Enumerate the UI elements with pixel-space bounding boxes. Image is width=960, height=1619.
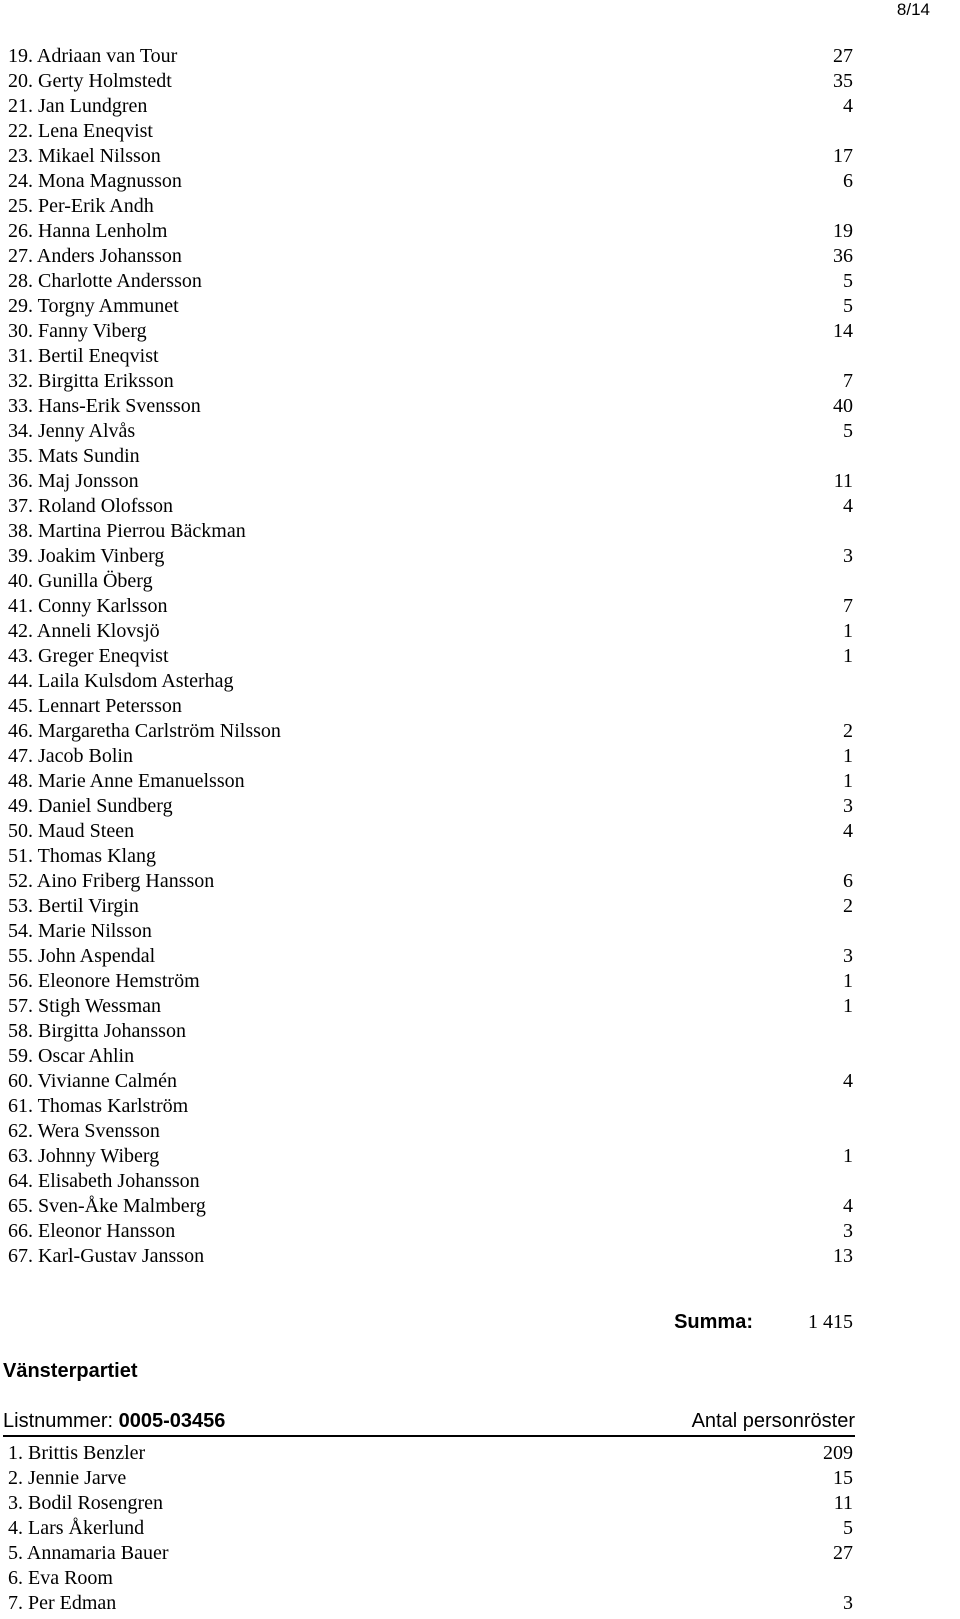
list-number-label xyxy=(3,1407,225,1435)
candidate-name: 41. Conny Karlsson xyxy=(8,595,168,617)
candidate-name: 67. Karl-Gustav Jansson xyxy=(8,1245,205,1267)
candidate-row xyxy=(8,244,853,269)
candidate-name: 51. Thomas Klang xyxy=(8,845,156,867)
candidate-row xyxy=(8,969,853,994)
candidate-name: 59. Oscar Ahlin xyxy=(8,1045,135,1067)
candidate-name: 43. Greger Eneqvist xyxy=(8,645,169,667)
candidate-votes: 36 xyxy=(833,245,853,267)
candidate-row xyxy=(8,569,853,594)
candidate-row xyxy=(8,394,853,419)
candidate-votes: 17 xyxy=(833,145,853,167)
candidate-row xyxy=(8,144,853,169)
candidate-row xyxy=(8,444,853,469)
candidate-row xyxy=(8,1466,853,1491)
candidate-row xyxy=(8,1144,853,1169)
candidate-row xyxy=(8,169,853,194)
candidate-name: 1. Brittis Benzler xyxy=(8,1442,146,1464)
candidate-name: 20. Gerty Holmstedt xyxy=(8,70,172,92)
candidate-name: 6. Eva Room xyxy=(8,1567,113,1589)
candidate-row xyxy=(8,319,853,344)
candidate-row xyxy=(8,644,853,669)
candidate-votes: 1 xyxy=(843,970,853,992)
candidate-name: 58. Birgitta Johansson xyxy=(8,1020,186,1042)
candidate-name: 53. Bertil Virgin xyxy=(8,895,139,917)
candidate-votes: 5 xyxy=(843,1517,853,1539)
candidate-name: 47. Jacob Bolin xyxy=(8,745,133,767)
candidate-name: 50. Maud Steen xyxy=(8,820,135,842)
candidate-votes: 14 xyxy=(833,320,853,342)
candidate-name: 25. Per-Erik Andh xyxy=(8,195,154,217)
summary-label: Summa: xyxy=(674,1311,753,1333)
candidate-list-vansterpartiet xyxy=(8,1441,853,1616)
candidate-row xyxy=(8,194,853,219)
candidate-name: 64. Elisabeth Johansson xyxy=(8,1170,200,1192)
candidate-row xyxy=(8,419,853,444)
candidate-name: 33. Hans-Erik Svensson xyxy=(8,395,201,417)
list-number-caption: Listnummer: xyxy=(3,1410,114,1432)
candidate-row xyxy=(8,919,853,944)
candidate-votes: 7 xyxy=(843,370,853,392)
candidate-row xyxy=(8,1541,853,1566)
candidate-votes: 3 xyxy=(843,945,853,967)
candidate-row xyxy=(8,519,853,544)
candidate-name: 35. Mats Sundin xyxy=(8,445,140,467)
candidate-row xyxy=(8,294,853,319)
candidate-votes: 11 xyxy=(833,470,853,492)
candidate-row xyxy=(8,1244,853,1269)
candidate-name: 49. Daniel Sundberg xyxy=(8,795,173,817)
candidate-votes: 40 xyxy=(833,395,853,417)
candidate-name: 5. Annamaria Bauer xyxy=(8,1542,169,1564)
candidate-votes: 1 xyxy=(843,770,853,792)
candidate-votes: 5 xyxy=(843,270,853,292)
candidate-votes: 6 xyxy=(843,170,853,192)
candidate-row xyxy=(8,1441,853,1466)
candidate-votes: 27 xyxy=(833,45,853,67)
candidate-name: 29. Torgny Ammunet xyxy=(8,295,179,317)
candidate-row xyxy=(8,869,853,894)
candidate-row xyxy=(8,1516,853,1541)
candidate-row xyxy=(8,69,853,94)
candidate-row xyxy=(8,994,853,1019)
candidate-name: 26. Hanna Lenholm xyxy=(8,220,168,242)
candidate-name: 39. Joakim Vinberg xyxy=(8,545,165,567)
candidate-name: 34. Jenny Alvås xyxy=(8,420,136,442)
candidate-votes: 7 xyxy=(843,595,853,617)
candidate-name: 2. Jennie Jarve xyxy=(8,1467,127,1489)
candidate-name: 37. Roland Olofsson xyxy=(8,495,173,517)
candidate-votes: 5 xyxy=(843,420,853,442)
candidate-name: 22. Lena Eneqvist xyxy=(8,120,153,142)
candidate-name: 32. Birgitta Eriksson xyxy=(8,370,174,392)
candidate-row xyxy=(8,219,853,244)
candidate-row xyxy=(8,119,853,144)
candidate-votes: 35 xyxy=(833,70,853,92)
candidate-row xyxy=(8,1194,853,1219)
candidate-row xyxy=(8,619,853,644)
candidate-row xyxy=(8,494,853,519)
candidate-row xyxy=(8,1069,853,1094)
candidate-name: 24. Mona Magnusson xyxy=(8,170,182,192)
summary-total: 1 415 xyxy=(808,1311,853,1333)
candidate-votes: 4 xyxy=(843,820,853,842)
summary-row xyxy=(8,1308,853,1336)
candidate-votes: 19 xyxy=(833,220,853,242)
list-number-value: 0005-03456 xyxy=(118,1410,226,1432)
candidate-name: 30. Fanny Viberg xyxy=(8,320,147,342)
candidate-row xyxy=(8,544,853,569)
candidate-name: 52. Aino Friberg Hansson xyxy=(8,870,215,892)
candidate-votes: 27 xyxy=(833,1542,853,1564)
candidate-votes: 1 xyxy=(843,1145,853,1167)
candidate-name: 31. Bertil Eneqvist xyxy=(8,345,159,367)
candidate-name: 4. Lars Åkerlund xyxy=(8,1517,145,1539)
candidate-votes: 4 xyxy=(843,1070,853,1092)
candidate-name: 19. Adriaan van Tour xyxy=(8,45,178,67)
candidate-name: 62. Wera Svensson xyxy=(8,1120,160,1142)
candidate-row xyxy=(8,1169,853,1194)
candidate-name: 61. Thomas Karlström xyxy=(8,1095,189,1117)
candidate-row xyxy=(8,469,853,494)
candidate-name: 3. Bodil Rosengren xyxy=(8,1492,163,1514)
candidate-name: 23. Mikael Nilsson xyxy=(8,145,161,167)
candidate-name: 46. Margaretha Carlström Nilsson xyxy=(8,720,281,742)
candidate-row xyxy=(8,1019,853,1044)
candidate-votes: 4 xyxy=(843,95,853,117)
candidate-votes: 15 xyxy=(833,1467,853,1489)
candidate-row xyxy=(8,369,853,394)
candidate-row xyxy=(8,1119,853,1144)
candidate-votes: 4 xyxy=(843,1195,853,1217)
candidate-row xyxy=(8,44,853,69)
candidate-name: 44. Laila Kulsdom Asterhag xyxy=(8,670,234,692)
candidate-row xyxy=(8,1491,853,1516)
candidate-row xyxy=(8,1094,853,1119)
votes-column-header: Antal personröster xyxy=(691,1410,855,1432)
candidate-name: 66. Eleonor Hansson xyxy=(8,1220,176,1242)
candidate-row xyxy=(8,744,853,769)
candidate-votes: 3 xyxy=(843,1592,853,1614)
candidate-votes: 1 xyxy=(843,620,853,642)
candidate-votes: 6 xyxy=(843,870,853,892)
candidate-row xyxy=(8,844,853,869)
candidate-row xyxy=(8,1219,853,1244)
candidate-row xyxy=(8,769,853,794)
candidate-votes: 2 xyxy=(843,720,853,742)
candidate-row xyxy=(8,94,853,119)
party-heading: Vänsterpartiet xyxy=(3,1360,138,1382)
candidate-votes: 3 xyxy=(843,545,853,567)
candidate-name: 65. Sven-Åke Malmberg xyxy=(8,1195,206,1217)
candidate-name: 55. John Aspendal xyxy=(8,945,156,967)
candidate-name: 42. Anneli Klovsjö xyxy=(8,620,160,642)
candidate-name: 48. Marie Anne Emanuelsson xyxy=(8,770,245,792)
candidate-votes: 11 xyxy=(833,1492,853,1514)
candidate-row xyxy=(8,819,853,844)
candidate-name: 56. Eleonore Hemström xyxy=(8,970,200,992)
candidate-votes: 209 xyxy=(823,1442,853,1464)
candidate-row xyxy=(8,594,853,619)
candidate-votes: 3 xyxy=(843,1220,853,1242)
candidate-row xyxy=(8,719,853,744)
candidate-votes: 13 xyxy=(833,1245,853,1267)
candidate-name: 40. Gunilla Öberg xyxy=(8,570,153,592)
candidate-row xyxy=(8,694,853,719)
candidate-name: 45. Lennart Petersson xyxy=(8,695,182,717)
candidate-name: 7. Per Edman xyxy=(8,1592,117,1614)
candidate-votes: 2 xyxy=(843,895,853,917)
candidate-list-continued xyxy=(8,44,853,1269)
candidate-name: 38. Martina Pierrou Bäckman xyxy=(8,520,246,542)
candidate-row xyxy=(8,1566,853,1591)
candidate-row xyxy=(8,669,853,694)
candidate-name: 57. Stigh Wessman xyxy=(8,995,162,1017)
candidate-votes: 1 xyxy=(843,995,853,1017)
candidate-votes: 4 xyxy=(843,495,853,517)
candidate-votes: 1 xyxy=(843,645,853,667)
page-number: 8/14 xyxy=(896,0,930,19)
candidate-name: 63. Johnny Wiberg xyxy=(8,1145,160,1167)
candidate-row xyxy=(8,1591,853,1616)
candidate-row xyxy=(8,794,853,819)
candidate-votes: 1 xyxy=(843,745,853,767)
candidate-row xyxy=(8,894,853,919)
candidate-votes: 3 xyxy=(843,795,853,817)
candidate-row xyxy=(8,344,853,369)
candidate-name: 36. Maj Jonsson xyxy=(8,470,139,492)
candidate-votes: 5 xyxy=(843,295,853,317)
candidate-name: 21. Jan Lundgren xyxy=(8,95,148,117)
candidate-name: 54. Marie Nilsson xyxy=(8,920,152,942)
list-header xyxy=(3,1407,855,1437)
candidate-row xyxy=(8,269,853,294)
candidate-row xyxy=(8,944,853,969)
candidate-name: 28. Charlotte Andersson xyxy=(8,270,202,292)
candidate-name: 60. Vivianne Calmén xyxy=(8,1070,177,1092)
candidate-row xyxy=(8,1044,853,1069)
candidate-name: 27. Anders Johansson xyxy=(8,245,182,267)
